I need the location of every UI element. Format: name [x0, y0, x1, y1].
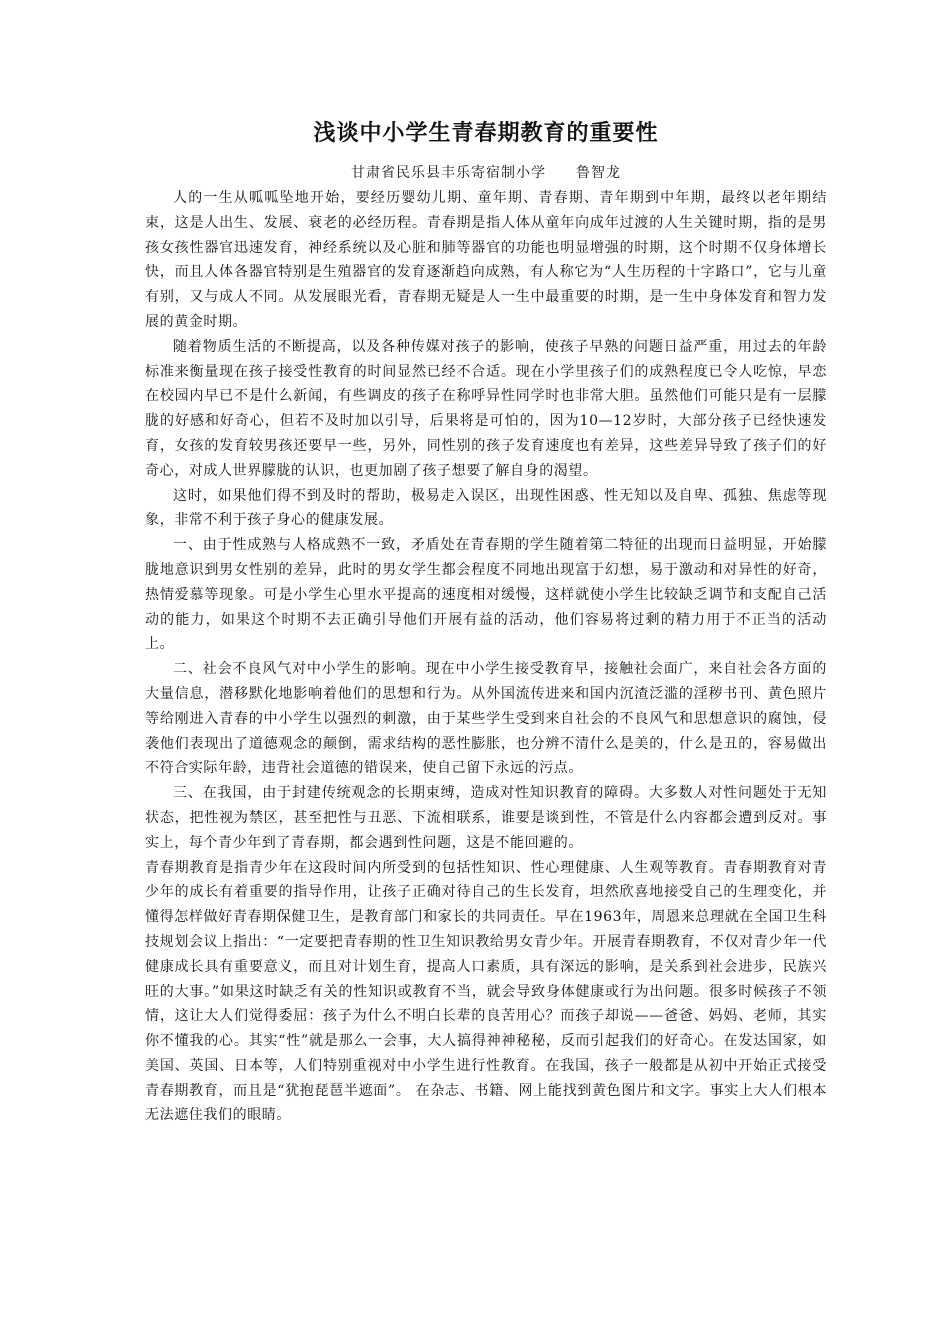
document-page: [145, 118, 827, 1128]
author-byline: 甘肃省民乐县丰乐寄宿制小学 鲁智龙: [351, 165, 621, 181]
paragraph-adolescent-education: 青春期教育是指青少年在这段时间内所受到的包括性知识、性心理健康、人生观等教育。青春期教育对青少年的成长有着重要的指导作用，让孩子正确对待自己的生长发育，坦然欣喜地接受自己的生理变化，并懂得怎样做好青春期保健卫生，是教育部门和家长的共同责任。早在1963年，周恩来总理就在全国卫生科技规划会议上指出：“一定要把青春期的性卫生知识教给男女青少年。开展青春期教育，不仅对青少年一代健康成长具有重要意义，而且对计划生育，提高人口素质，具有深远的影响，是关系到社会进步，民族兴旺的大事。”如果这时缺乏有关的性知识或教育不当，就会导致身体健康或行为出问题。很多时候孩子不领情，这让大人们觉得委屈：孩子为什么不明白长辈的良苦用心？而孩子却说——爸爸、妈妈、老师，其实你不懂我的心。其实“性”就是那么一会事，大人搞得神神秘秘，反而引起我们的好奇心。在发达国家，如美国、英国、日本等，人们特别重视对中小学生进行性教育。在我国，孩子一般都是从初中开始正式接受青春期教育，而且是“犹抱琵琶半遮面”。 在杂志、书籍、网上能找到黄色图片和文字。事实上大人们根本无法遮住我们的眼睛。: [145, 859, 827, 1124]
document-title: 浅谈中小学生青春期教育的重要性: [313, 120, 659, 146]
paragraph-point-one: 一、由于性成熟与人格成熟不一致，矛盾处在青春期的学生随着第二特征的出现而日益明显，开始朦胧地意识到男女性别的差异，此时的男女学生都会程度不同地出现富于幻想，易于激动和对异性的好奇，热情爱慕等现象。可是小学生心里水平提高的速度相对缓慢，这样就使小学生比较缺乏调节和支配自己活动的能力，如果这个时期不去正确引导他们开展有益的活动，他们容易将过剩的精力用于不正当的活动上。: [145, 537, 827, 653]
paragraph-intro: 人的一生从呱呱坠地开始，要经历婴幼儿期、童年期、青春期、青年期到中年期，最终以老年期结束，这是人出生、发展、衰老的必经历程。青春期是指人体从童年向成年过渡的人生关键时期，指的是男孩女孩性器官迅速发育，神经系统以及心脏和肺等器官的功能也明显增强的时期，这个时期不仅身体增长快，而且人体各器官特别是生殖器官的发育逐渐趋向成熟，有人称它为“人生历程的十字路口”，它与儿童有别，又与成人不同。从发展眼光看，青春期无疑是人一生中最重要的时期，是一生中身体发育和智力发展的黄金时期。: [145, 190, 827, 330]
paragraph-early-maturity: 随着物质生活的不断提高，以及各种传媒对孩子的影响，使孩子早熟的问题日益严重，用过去的年龄标准来衡量现在孩子接受性教育的时间显然已经不合适。现在小学里孩子们的成熟程度已令人吃惊，早恋在校园内早已不是什么新闻，有些调皮的孩子在称呼异性同学时也非常大胆。虽然他们可能只是有一层朦胧的好感和好奇心，但若不及时加以引导，后果将是可怕的，因为10—12岁时，大部分孩子已经快速发育，女孩的发育较男孩还要早一些，另外，同性别的孩子发育速度也有差异，这些差异导致了孩子们的好奇心，对成人世界朦胧的认识，也更加剧了孩子想要了解自身的渴望。: [145, 338, 827, 479]
document-body: [145, 186, 827, 1128]
paragraph-risks: 这时，如果他们得不到及时的帮助，极易走入误区，出现性困惑、性无知以及自卑、孤独、焦虑等现象，非常不利于孩子身心的健康发展。: [145, 487, 827, 529]
paragraph-point-three: 三、在我国，由于封建传统观念的长期束缚，造成对性知识教育的障碍。大多数人对性问题处于无知状态，把性视为禁区，甚至把性与丑恶、下流相联系，谁要是谈到性，不管是什么内容都会遭到反对。事实上，每个青少年到了青春期，都会遇到性问题，这是不能回避的。: [145, 785, 827, 851]
paragraph-point-two: 二、社会不良风气对中小学生的影响。现在中小学生接受教育早，接触社会面广，来自社会各方面的大量信息，潜移默化地影响着他们的思想和行为。从外国流传进来和国内沉渣泛滥的淫秽书刊、黄色照片等给刚进入青春的中小学生以强烈的刺激，由于某些学生受到来自社会的不良风气和思想意识的腐蚀，侵袭他们表现出了道德观念的颠倒，需求结构的恶性膨胀，也分辨不清什么是美的，什么是丑的，容易做出不符合实际年龄，违背社会道德的错误来，使自己留下永远的污点。: [145, 661, 827, 777]
